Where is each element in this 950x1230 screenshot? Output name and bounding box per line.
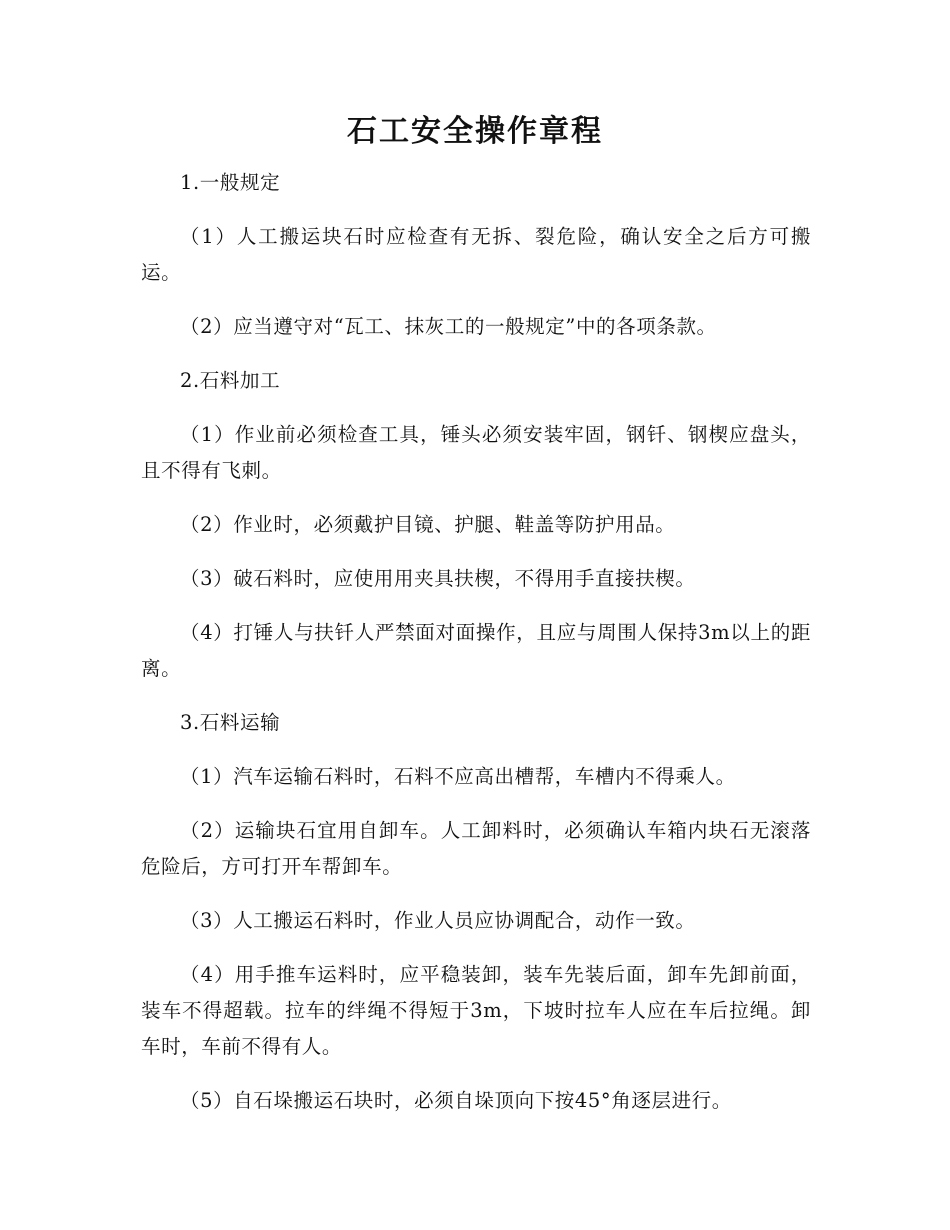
paragraph: （1）汽车运输石料时，石料不应高出槽帮，车槽内不得乘人。 [180,765,736,788]
paragraph: （2）作业时，必须戴护目镜、护腿、鞋盖等防护用品。 [180,513,676,536]
document-title: 石工安全操作章程 [347,114,603,149]
paragraph: （1）人工搬运块石时应检查有无拆、裂危险，确认安全之后方可搬运。 [141,225,811,284]
paragraph: （2）应当遵守对“瓦工、抹灰工的一般规定”中的各项条款。 [180,315,717,338]
paragraph: （5）自石垛搬运石块时，必须自垛顶向下按45°角逐层进行。 [180,1089,732,1112]
paragraph: （3）破石料时，应使用用夹具扶楔，不得用手直接扶楔。 [180,567,696,590]
document-body [141,165,811,1137]
paragraph: （4）用手推车运料时，应平稳装卸，装车先装后面，卸车先卸前面，装车不得超载。拉车的绊绳不得短于3m，下坡时拉车人应在车后拉绳。卸车时，车前不得有人。 [141,963,811,1058]
paragraph: （3）人工搬运石料时，作业人员应协调配合，动作一致。 [180,909,696,932]
section-heading-processing: 2.石料加工 [180,369,281,392]
paragraph: （1）作业前必须检查工具，锤头必须安装牢固，钢钎、钢楔应盘头，且不得有飞刺。 [141,423,811,482]
paragraph: （4）打锤人与扶钎人严禁面对面操作，且应与周围人保持3m以上的距离。 [141,621,811,680]
section-heading-transport: 3.石料运输 [180,711,281,734]
paragraph: （2）运输块石宜用自卸车。人工卸料时，必须确认车箱内块石无滚落危险后，方可打开车帮卸车。 [141,819,811,878]
section-heading-general: 1.一般规定 [180,171,281,194]
